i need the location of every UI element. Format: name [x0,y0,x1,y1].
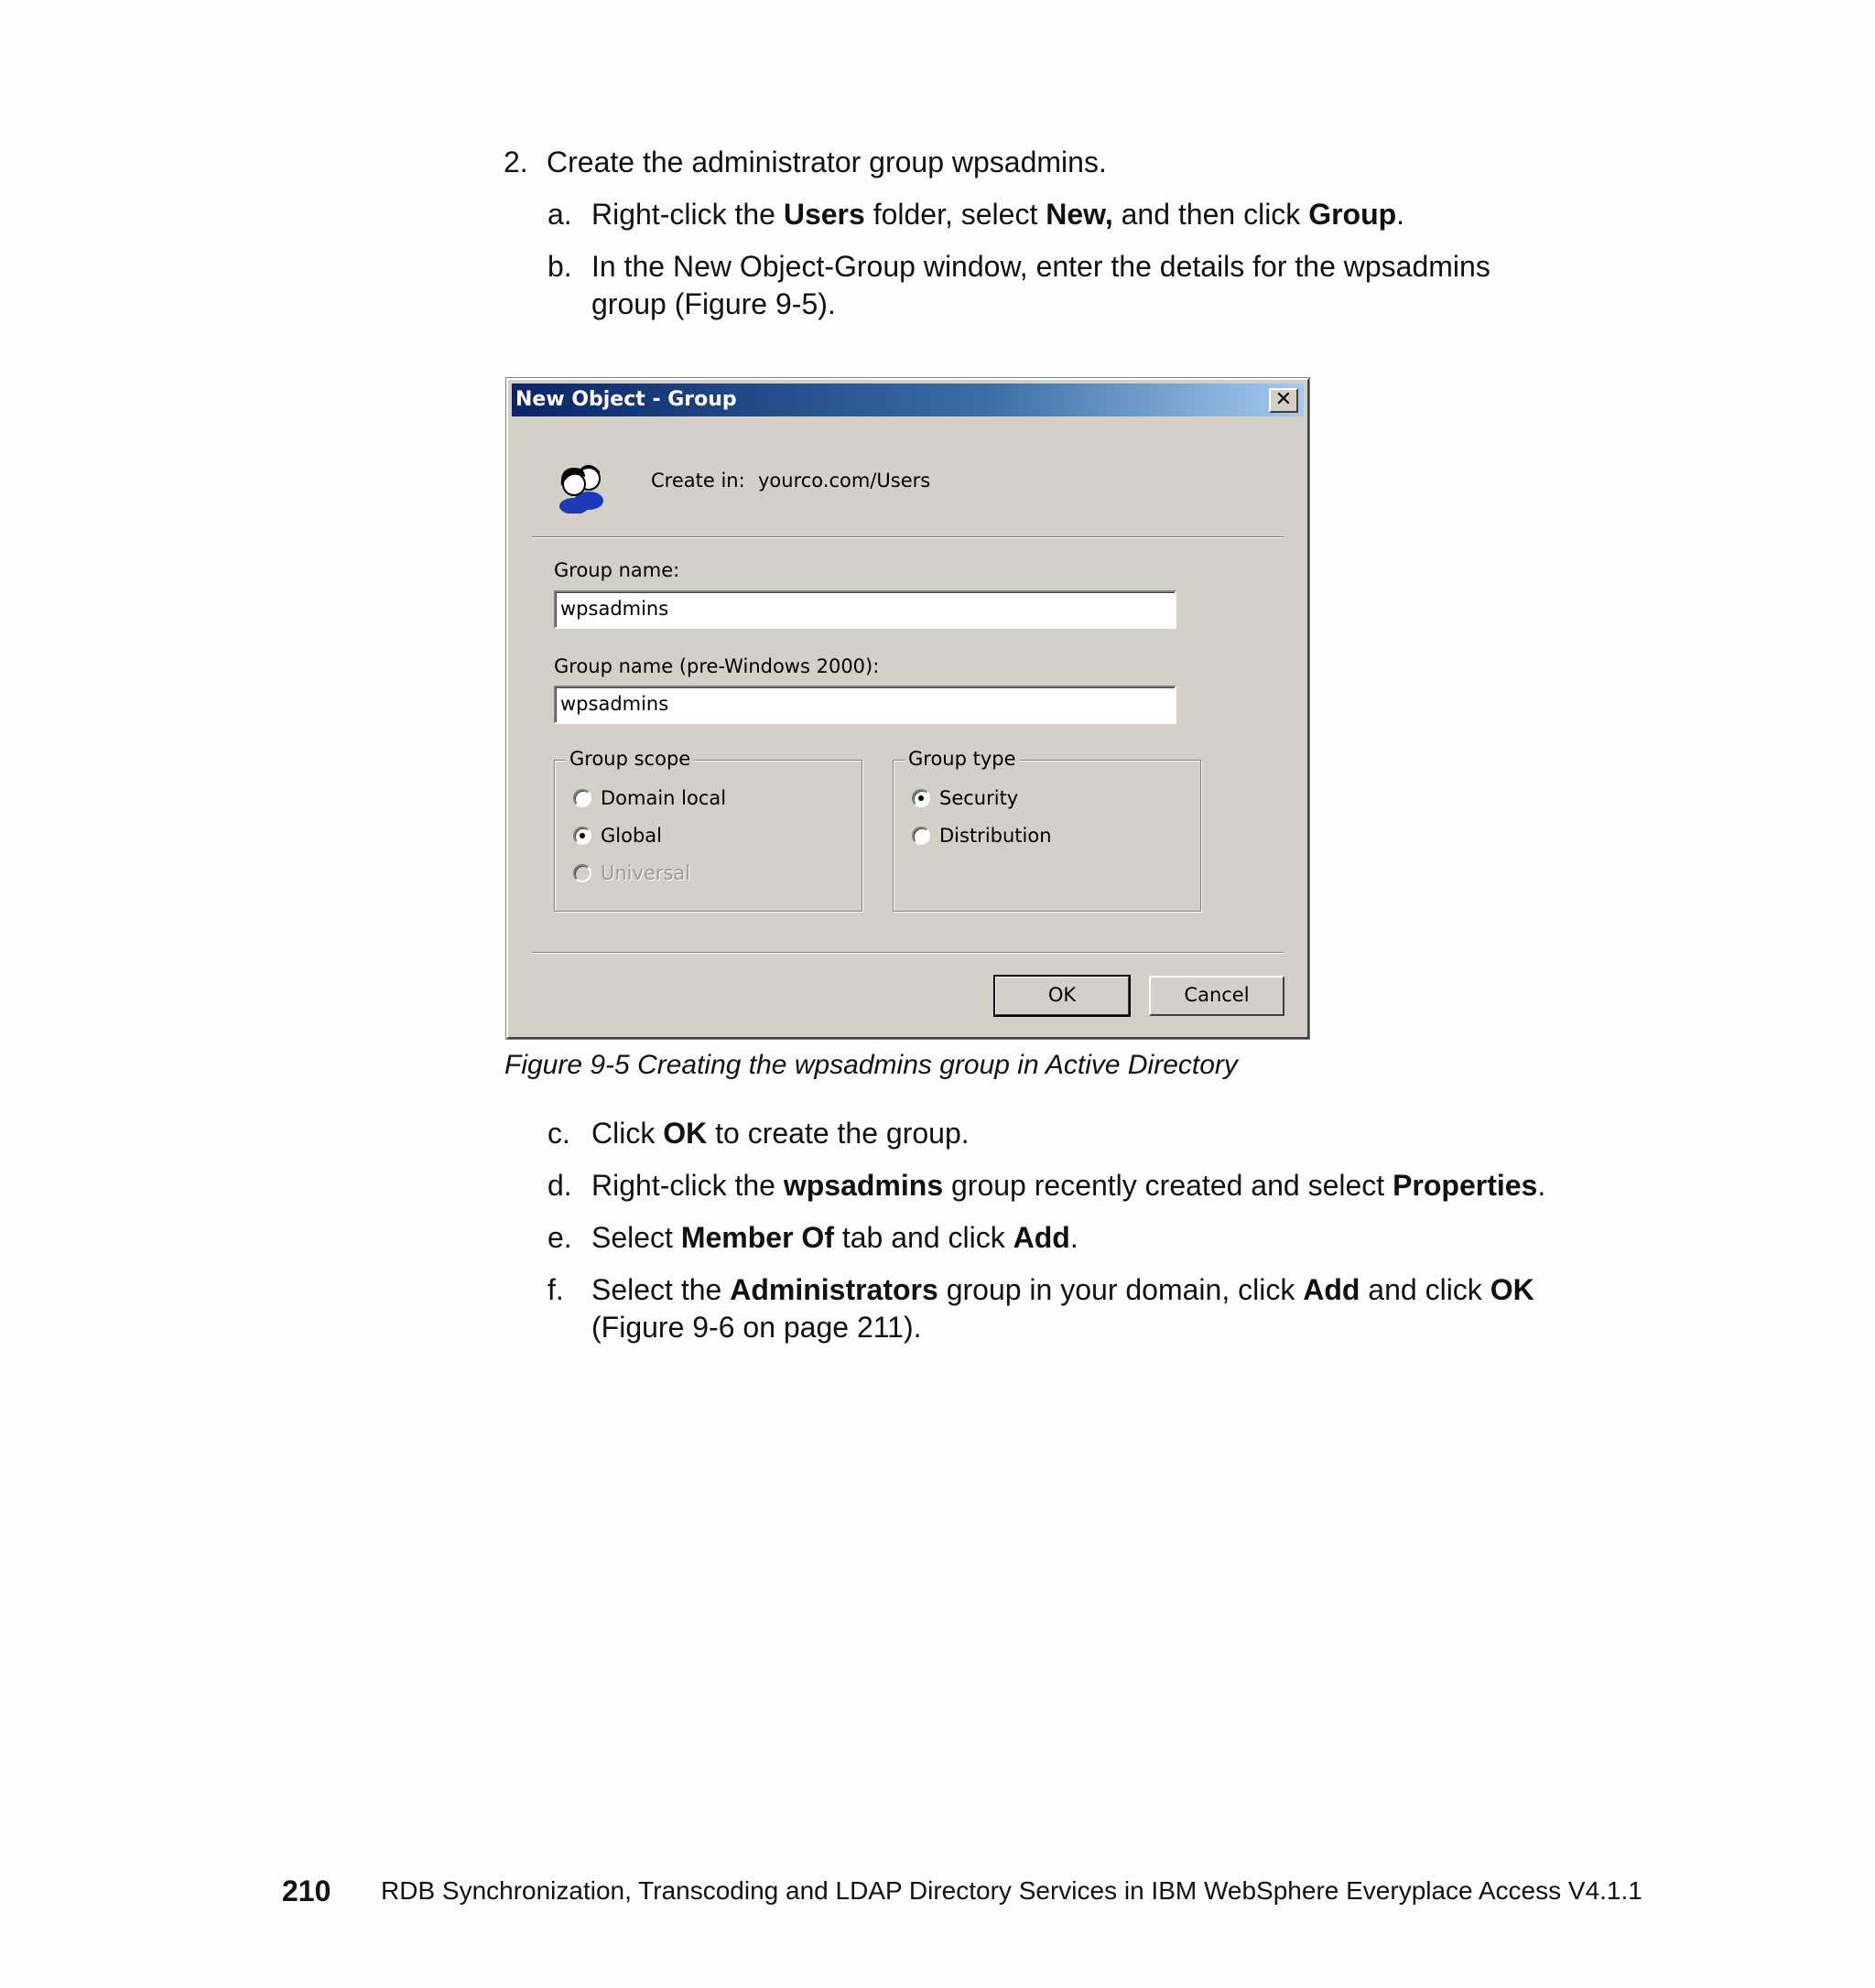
step-letter: b. [547,250,572,283]
separator-top [532,536,1284,538]
figure-caption: Figure 9-5 Creating the wpsadmins group in Active Directory [504,1050,1238,1080]
step-text-line-2: group (Figure 9-5). [591,287,836,320]
page-number: 210 [282,1875,331,1907]
step-letter: e. [547,1221,572,1254]
group-type-box [893,748,1201,912]
radio-label: Global [601,825,662,847]
radio-universal [573,864,591,882]
radio-label: Universal [601,862,691,884]
step-text: Create the administrator group wpsadmins. [547,146,1107,178]
radio-distribution[interactable] [912,827,930,845]
ok-button[interactable]: OK [994,976,1130,1016]
new-object-group-dialog [506,378,1309,1039]
step-letter: c. [547,1117,570,1150]
step-text-line-1: In the New Object-Group window, enter the details for the wpsadmins [591,250,1490,283]
step-text: Click OK to create the group. [591,1117,970,1150]
step-text: Right-click the Users folder, select New, and then click Group. [591,198,1405,231]
group-scope-legend: Group scope [566,747,694,771]
group-name-pre2000-label: Group name (pre-Windows 2000): [554,655,880,677]
group-scope-box [554,748,862,912]
radio-label: Distribution [939,825,1052,847]
group-type-legend: Group type [905,747,1020,771]
radio-domain-local[interactable] [573,789,591,807]
radio-label: Security [939,787,1019,809]
step-text-line-2: (Figure 9-6 on page 211). [591,1311,922,1344]
footer-title: RDB Synchronization, Transcoding and LDAP Directory Services in IBM WebSphere Everyplace Access V4.1.1 [381,1876,1642,1905]
step-letter: d. [547,1169,572,1202]
step-text: Select Member Of tab and click Add. [591,1221,1078,1254]
group-name-pre2000-input[interactable]: wpsadmins [554,686,1176,724]
create-in-label: Create in: [651,470,745,492]
group-name-input[interactable]: wpsadmins [554,590,1176,629]
close-button[interactable] [1269,388,1298,413]
step-letter: f. [547,1273,564,1306]
radio-label: Domain local [601,787,727,809]
cancel-button[interactable]: Cancel [1149,976,1284,1016]
group-users-icon [552,455,611,513]
create-in-value: yourco.com/Users [758,470,931,492]
dialog-titlebar [512,384,1304,416]
radio-global[interactable] [573,827,591,845]
group-name-label: Group name: [554,559,680,581]
step-text-line-1: Select the Administrators group in your domain, click Add and click OK [591,1273,1534,1306]
radio-security[interactable] [912,789,930,807]
step-text: Right-click the wpsadmins group recently created and select Properties. [591,1169,1546,1202]
dialog-title: New Object - Group [515,388,737,411]
step-number: 2. [504,146,528,178]
step-letter: a. [547,198,572,231]
separator-bottom [532,952,1284,954]
close-icon: ✕ [1274,388,1293,411]
